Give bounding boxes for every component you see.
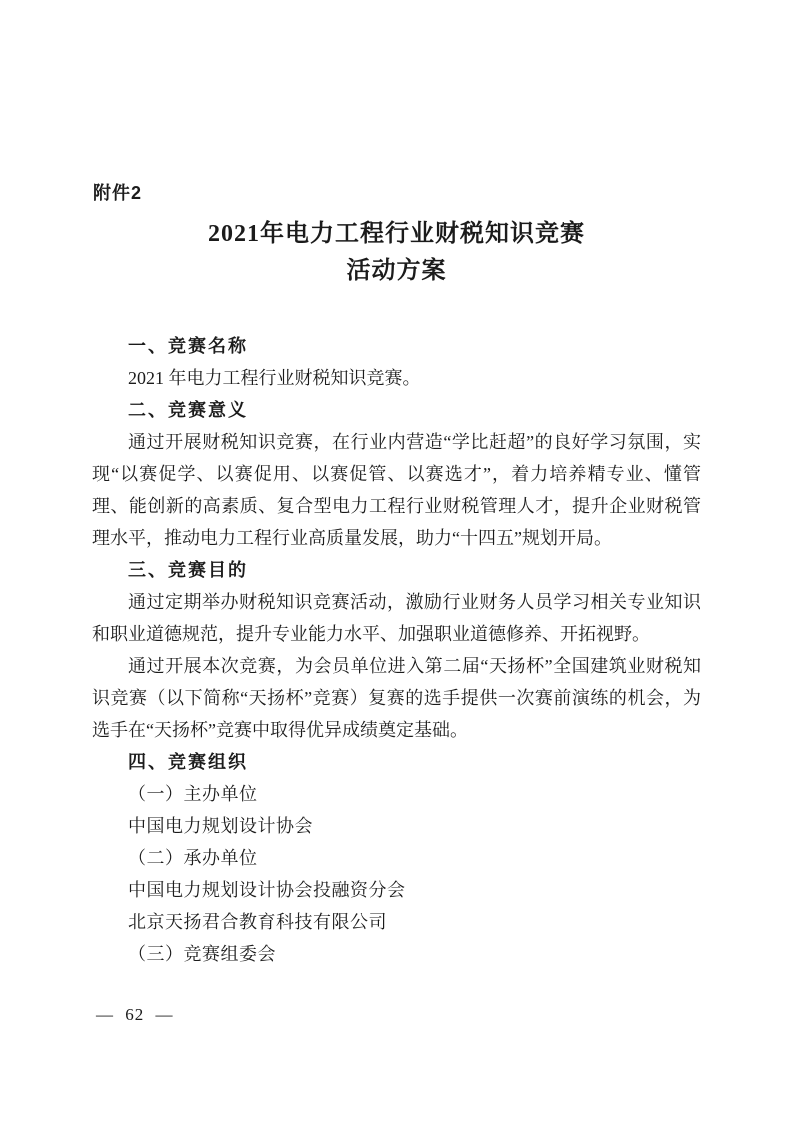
paragraph: 2021 年电力工程行业财税知识竞赛。	[128, 368, 421, 388]
org-line: （三）竞赛组委会	[128, 944, 276, 964]
paragraph: 通过开展本次竞赛，为会员单位进入第二届“天扬杯”全国建筑业财税知识竞赛（以下简称“天扬杯”竞赛）复赛的选手提供一次赛前演练的机会，为选手在“天扬杯”竞赛中取得优异成绩奠定基础。	[92, 656, 701, 740]
document-title-line1: 2021年电力工程行业财税知识竞赛	[208, 221, 585, 247]
section-heading: 一、竞赛名称	[128, 336, 248, 356]
org-line: 中国电力规划设计协会投融资分会	[128, 880, 406, 900]
section-heading: 二、竞赛意义	[128, 400, 248, 420]
org-line: （二）承办单位	[128, 848, 258, 868]
section-heading: 三、竞赛目的	[128, 560, 248, 580]
paragraph: 通过定期举办财税知识竞赛活动，激励行业财务人员学习相关专业知识和职业道德规范，提升专业能力水平、加强职业道德修养、开拓视野。	[92, 592, 701, 644]
page-number: — 62 —	[96, 1005, 174, 1024]
attachment-label: 附件2	[93, 183, 143, 203]
org-line: （一）主办单位	[128, 784, 258, 804]
document-title	[92, 216, 701, 290]
document-title-line2: 活动方案	[346, 258, 447, 284]
document-section	[92, 554, 701, 746]
document-section	[92, 746, 701, 970]
document-section	[92, 394, 701, 554]
paragraph: 通过开展财税知识竞赛，在行业内营造“学比赶超”的良好学习氛围，实现“以赛促学、以赛促用、以赛促管、以赛选才”，着力培养精专业、懂管理、能创新的高素质、复合型电力工程行业财税管理人才，提升企业财税管理水平，推动电力工程行业高质量发展，助力“十四五”规划开局。	[92, 432, 701, 548]
section-heading: 四、竞赛组织	[128, 752, 248, 772]
org-line: 北京天扬君合教育科技有限公司	[128, 912, 387, 932]
document-body	[92, 330, 701, 970]
document-section	[92, 330, 701, 394]
org-line: 中国电力规划设计协会	[128, 816, 313, 836]
